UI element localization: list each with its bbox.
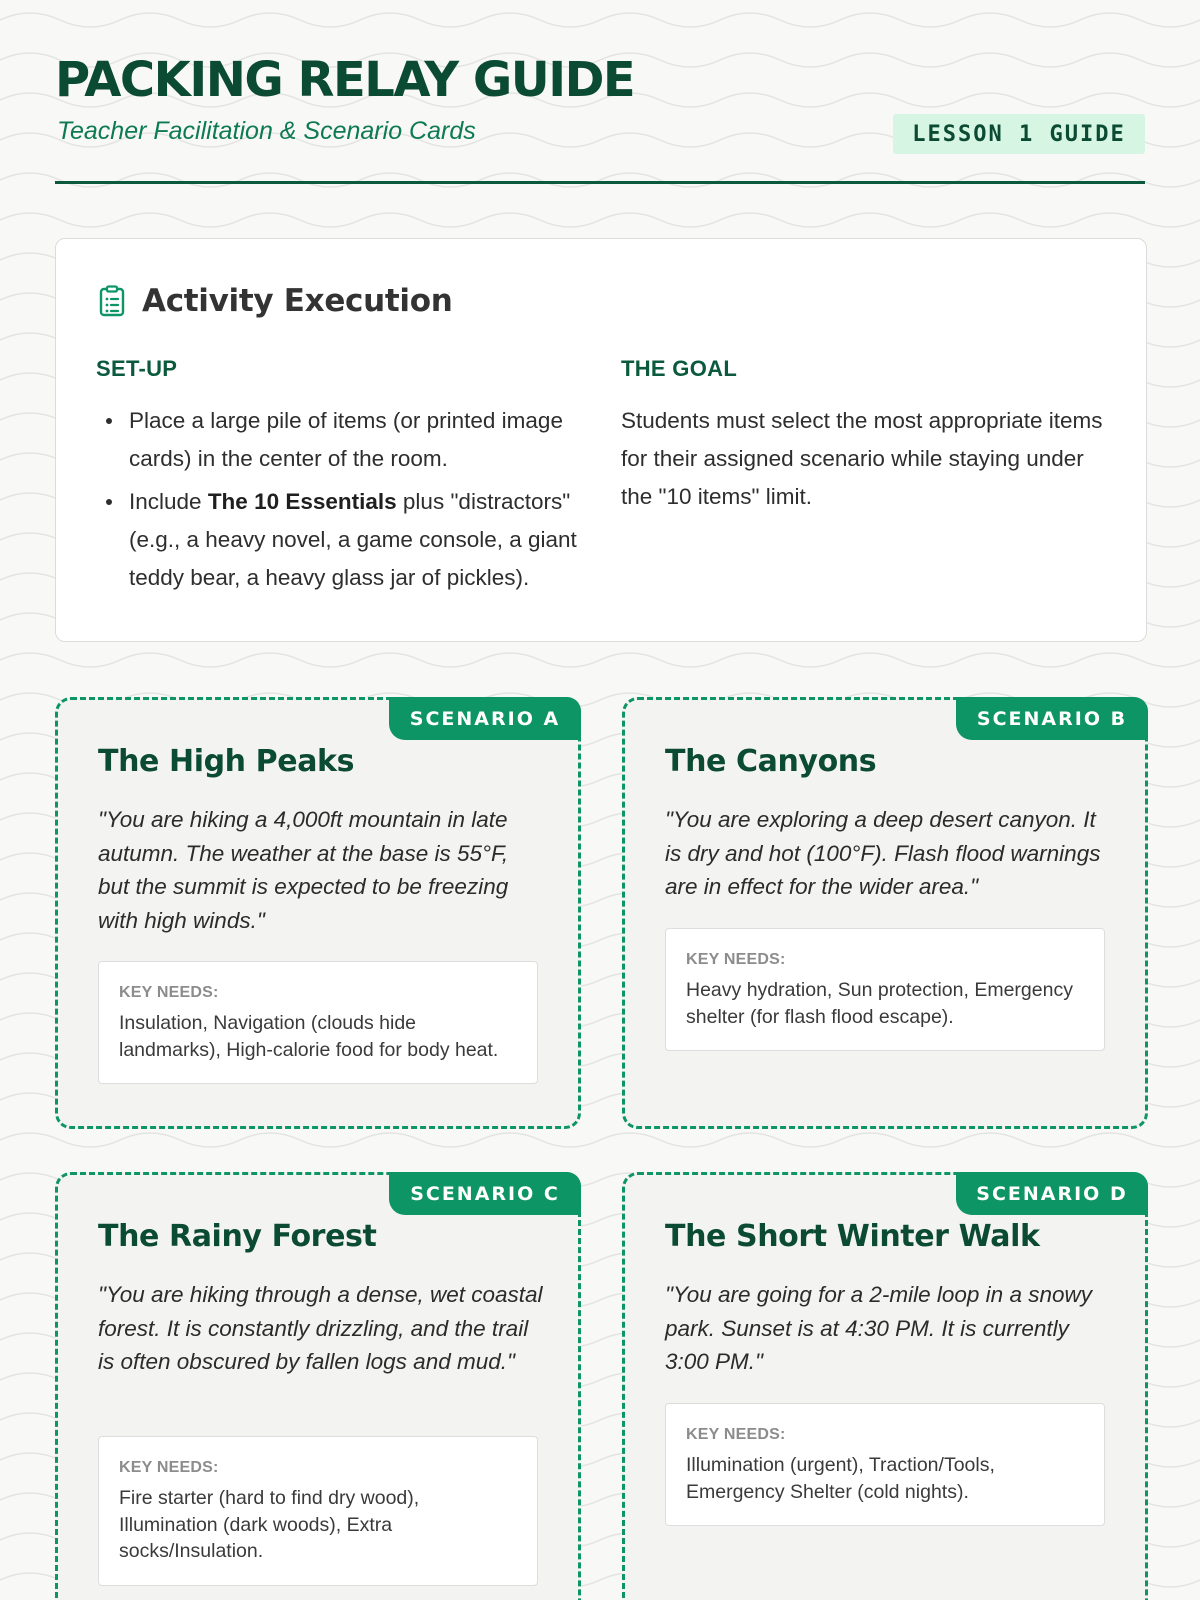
key-needs-box [665,1403,1105,1526]
scenario-tag: SCENARIO A [389,697,581,740]
page-header [55,0,1145,184]
setup-list [96,402,606,602]
key-needs-label: KEY NEEDS: [119,984,219,1001]
page-title: PACKING RELAY GUIDE [55,52,635,108]
scenario-quote: "You are hiking a 4,000ft mountain in late autumn. The weather at the base is 55°F, but the summit is expected to be freezing with high winds." [98,807,509,933]
key-needs-box [98,1436,538,1586]
scenario-quote: "You are going for a 2-mile loop in a snowy park. Sunset is at 4:30 PM. It is currently 3:00 PM." [665,1282,1092,1374]
setup-item-text-prefix: Include [129,489,208,514]
scenario-card-d [622,1172,1148,1600]
setup-heading: SET-UP [96,356,178,381]
setup-item-text-suffix: plus "distractors" (e.g., a heavy novel, a game console, a giant teddy bear, a heavy glass jar of pickles). [129,489,577,590]
scenario-quote: "You are exploring a deep desert canyon. It is dry and hot (100°F). Flash flood warnings are in effect for the wider area." [665,807,1101,899]
scenario-tag: SCENARIO D [956,1172,1148,1215]
key-needs-text: Fire starter (hard to find dry wood), Illumination (dark woods), Extra socks/Insulation. [119,1487,420,1562]
clipboard-icon [98,285,126,317]
setup-item-text: Place a large pile of items (or printed image cards) in the center of the room. [129,408,563,471]
scenario-title: The Canyons [665,744,877,779]
goal-heading: THE GOAL [621,356,738,381]
activity-heading [98,283,453,319]
key-needs-label: KEY NEEDS: [686,1426,786,1443]
scenario-quote: "You are hiking through a dense, wet coastal forest. It is constantly drizzling, and the trail is often obscured by fallen logs and mud." [98,1282,543,1374]
scenario-card-c [55,1172,581,1600]
key-needs-label: KEY NEEDS: [686,951,786,968]
key-needs-text: Insulation, Navigation (clouds hide landmarks), High-calorie food for body heat. [119,1012,499,1061]
setup-list-item [96,402,606,478]
lesson-badge: LESSON 1 GUIDE [893,114,1145,154]
scenario-tag: SCENARIO B [956,697,1148,740]
page [0,0,1200,184]
scenario-card-a [55,697,581,1129]
key-needs-text: Heavy hydration, Sun protection, Emergency shelter (for flash flood escape). [686,979,1073,1028]
activity-execution-card [55,238,1147,642]
setup-list-item [96,483,606,597]
ten-essentials-emphasis: The 10 Essentials [207,489,397,514]
key-needs-text: Illumination (urgent), Traction/Tools, Emergency Shelter (cold nights). [686,1454,995,1503]
key-needs-box [665,928,1105,1051]
scenario-title: The Rainy Forest [98,1219,377,1254]
activity-title: Activity Execution [142,283,453,319]
key-needs-box [98,961,538,1084]
goal-text: Students must select the most appropriate items for their assigned scenario while staying under the "10 items" limit. [621,408,1103,509]
page-subtitle: Teacher Facilitation & Scenario Cards [57,117,476,145]
scenario-card-b [622,697,1148,1129]
key-needs-label: KEY NEEDS: [119,1459,219,1476]
scenario-title: The Short Winter Walk [665,1219,1040,1254]
scenario-tag: SCENARIO C [389,1172,581,1215]
scenario-title: The High Peaks [98,744,355,779]
